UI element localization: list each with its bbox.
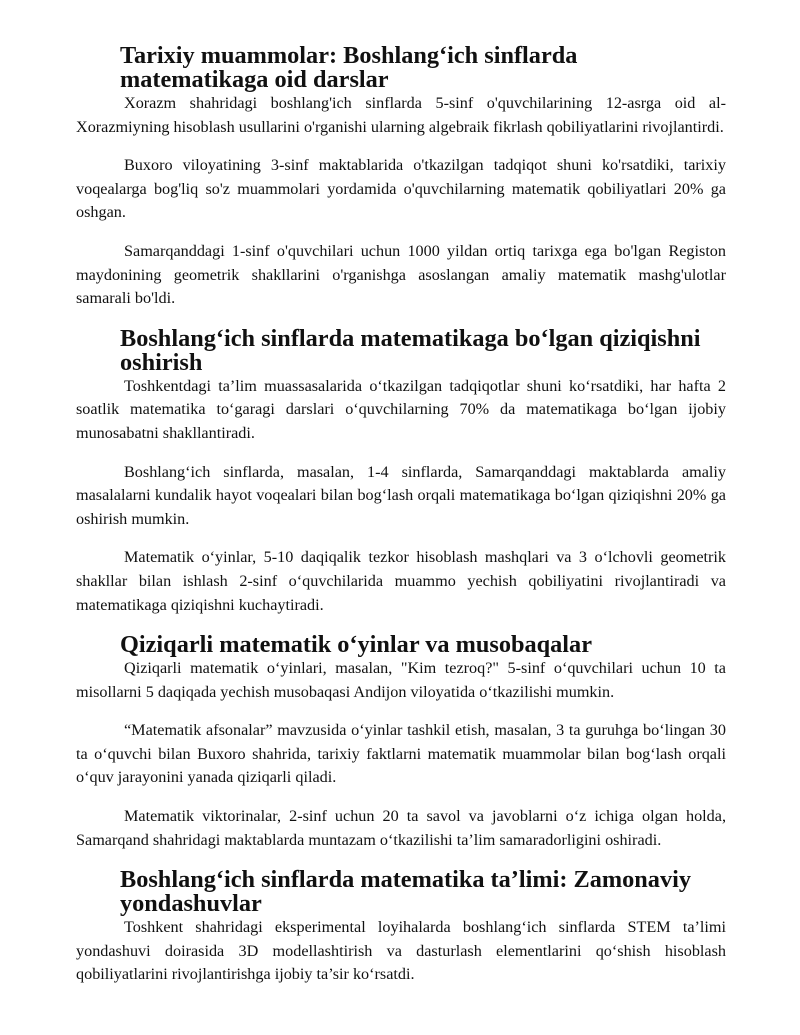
paragraph: Toshkent shahridagi eksperimental loyihalarda boshlang‘ich sinflarda STEM ta’limi yondashuvi doirasida 3D modellashtirish va dasturlash elementlarini qo‘shish hisoblash qobiliyatlarini rivojlantirishga ijobiy ta’sir ko‘rsatdi. (76, 918, 726, 984)
paragraph: Samarqanddagi 1-sinf o'quvchilari uchun 1000 yildan ortiq tarixga ega bo'lgan Registon maydonining geometrik shakllarini o'rganishga asoslangan amaliy matematik mashg'ulotlar samarali bo'ldi. (76, 241, 726, 308)
paragraph: Xorazm shahridagi boshlang'ich sinflarda 5-sinf o'quvchilarining 12-asrga oid al-Xorazmiyning hisoblash usullarini o'rganishi ularning algebraik fikrlash qobiliyatlarini rivojlantirdi. (76, 94, 726, 136)
paragraph: “Matematik afsonalar” mavzusida o‘yinlar tashkil etish, masalan, 3 ta guruhga bo‘lingan 30 ta o‘quvchi bilan Buxoro shahrida, tarixiy faktlarni matematik muammolar bilan bog‘lash orqali o‘quv jarayonini yanada qiziqarli qiladi. (76, 721, 726, 787)
paragraph: Buxoro viloyatining 3-sinf maktablarida o'tkazilgan tadqiqot shuni ko'rsatdiki, tarixiy voqealarga bog'liq so'z muammolari yordamida o'quvchilarning matematik qobiliyatlari 20% ga oshgan. (76, 156, 726, 222)
document-page (76, 44, 726, 987)
section-games-and-competitions (76, 633, 726, 852)
paragraph: Matematik o‘yinlar, 5-10 daqiqalik tezkor hisoblash mashqlari va 3 o‘lchovli geometrik shakllar bilan ishlash 2-sinf o‘quvchilarida muammo yechish qobiliyatini rivojlantiradi va matematikaga qiziqishni kuchaytiradi. (76, 548, 726, 614)
paragraph: Toshkentdagi ta’lim muassasalarida o‘tkazilgan tadqiqotlar shuni ko‘rsatdiki, har hafta 2 soatlik matematika to‘garagi darslari o‘quvchilarning 70% da matematikaga bo‘lgan ijobiy munosabatni shakllantiradi. (76, 376, 726, 442)
section-heading: Qiziqarli matematik o‘yinlar va musobaqalar (120, 631, 592, 659)
section-modern-approaches (76, 868, 726, 987)
section-heading: Boshlang‘ich sinflarda matematikaga bo‘lgan qiziqishni oshirish (120, 324, 701, 376)
section-heading: Tarixiy muammolar: Boshlang‘ich sinflarda matematikaga oid darslar (120, 42, 578, 93)
section-increasing-interest (76, 324, 726, 617)
paragraph: Boshlang‘ich sinflarda, masalan, 1-4 sinflarda, Samarqanddagi maktablarda amaliy masalalarni kundalik hayot voqealari bilan bog‘lash orqali matematikaga bo‘lgan qiziqishni 20% ga oshirish mumkin. (76, 462, 726, 528)
paragraph: Qiziqarli matematik o‘yinlari, masalan, "Kim tezroq?" 5-sinf o‘quvchilari uchun 10 ta misollarni 5 daqiqada yechish musobaqasi Andijon viloyatida o‘tkazilishi mumkin. (76, 659, 726, 701)
paragraph: Matematik viktorinalar, 2-sinf uchun 20 ta savol va javoblarni o‘z ichiga olgan holda, Samarqand shahridagi maktablarda muntazam o‘tkazilishi ta’lim samaradorligini oshiradi. (76, 807, 726, 849)
section-historical-problems (76, 44, 726, 311)
section-heading: Boshlang‘ich sinflarda matematika ta’limi: Zamonaviy yondashuvlar (120, 866, 691, 918)
